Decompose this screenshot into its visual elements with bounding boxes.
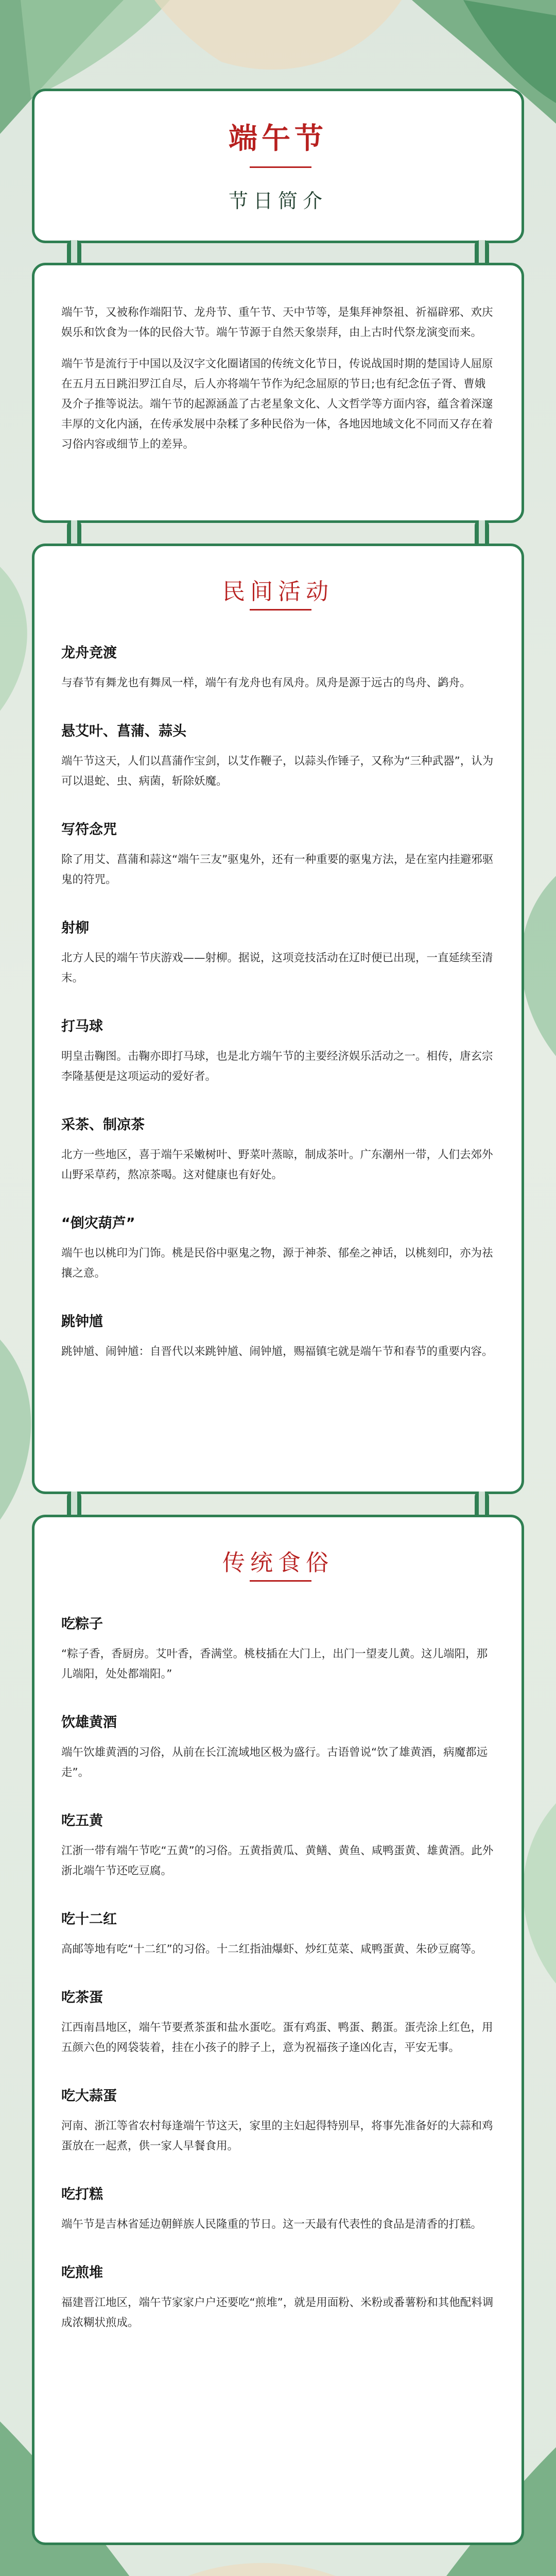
folk-activities-card — [32, 544, 524, 1494]
food-custom-item — [61, 1809, 495, 1881]
item-text: 河南、浙江等省农村每逢端午节这天，家里的主妇起得特别早，将事先准备好的大蒜和鸡蛋放在一起煮，供一家人早餐食用。 — [61, 2120, 493, 2153]
item-heading: 吃大蒜蛋 — [61, 2088, 117, 2104]
folk-activity-item — [61, 1212, 495, 1283]
folk-activity-item — [61, 1015, 495, 1087]
food-custom-item — [61, 1711, 495, 1783]
leaf-decoration — [463, 0, 556, 103]
item-text: 高邮等地有吃“十二红”的习俗。十二红指油爆虾、炒红苋菜、咸鸭蛋黄、朱砂豆腐等。 — [61, 1943, 482, 1956]
item-text: “粽子香，香厨房。艾叶香，香满堂。桃枝插在大门上，出门一望麦儿黄。这儿端阳，那儿端阳，处处都端阳。” — [61, 1648, 488, 1681]
food-custom-item — [61, 2183, 495, 2234]
item-text: 端午饮雄黄酒的习俗，从前在长江流域地区极为盛行。古语曾说“饮了雄黄酒，病魔都远走”。 — [61, 1746, 488, 1779]
item-heading: 吃十二红 — [61, 1911, 117, 1927]
page-title: 端午节 — [229, 122, 327, 156]
section-divider — [250, 609, 311, 611]
folk-activity-item — [61, 1310, 495, 1362]
item-heading: 射柳 — [61, 920, 89, 936]
food-custom-item — [61, 1613, 495, 1684]
section-title-folk: 民间活动 — [222, 579, 334, 605]
item-text: 除了用艾、菖蒲和蒜这“端午三友”驱鬼外，还有一种重要的驱鬼方法，是在室内挂避邪驱鬼的符咒。 — [61, 853, 494, 886]
item-text: 端午节是吉林省延边朝鲜族人民隆重的节日。这一天最有代表性的食品是清香的打糕。 — [61, 2218, 482, 2231]
section-divider — [250, 1580, 311, 1582]
food-custom-item — [61, 2261, 495, 2333]
item-text: 江西南昌地区，端午节要煮茶蛋和盐水蛋吃。蛋有鸡蛋、鸭蛋、鹅蛋。蛋壳涂上红色，用五颜六色的网袋装着，挂在小孩子的脖子上，意为祝福孩子逢凶化吉，平安无事。 — [61, 2021, 493, 2054]
item-heading: 饮雄黄酒 — [61, 1715, 117, 1731]
folk-activity-item — [61, 917, 495, 988]
item-heading: 跳钟馗 — [61, 1314, 103, 1330]
item-heading: 龙舟竞渡 — [61, 645, 117, 661]
item-text: 江浙一带有端午节吃“五黄”的习俗。五黄指黄瓜、黄鳝、黄鱼、咸鸭蛋黄、雄黄酒。此外浙北端午节还吃豆腐。 — [61, 1844, 494, 1877]
folk-activity-item — [61, 818, 495, 890]
folk-activity-item — [61, 641, 495, 693]
folk-activity-list — [61, 641, 495, 1388]
item-text: 明皇击鞠图。击鞠亦即打马球，也是北方端午节的主要经济娱乐活动之一。相传，唐玄宗李隆基便是这项运动的爱好者。 — [61, 1050, 493, 1083]
leaf-decoration — [134, 2563, 391, 2576]
item-heading: 吃煎堆 — [61, 2265, 103, 2281]
page-subtitle: 节日简介 — [228, 190, 327, 212]
food-custom-list — [61, 1613, 495, 2360]
leaf-decoration — [0, 1340, 31, 1520]
title-card — [32, 89, 524, 243]
item-text: 北方人民的端午节庆游戏——射柳。据说，这项竞技活动在辽时便已出现，一直延续至清末。 — [61, 952, 493, 985]
food-custom-item — [61, 1908, 495, 1959]
item-heading: 吃打糕 — [61, 2187, 103, 2202]
folk-activity-item — [61, 720, 495, 791]
intro-paragraph: 端午节，又被称作端阳节、龙舟节、重午节、天中节等，是集拜神祭祖、祈福辟邪、欢庆娱乐和饮食为一体的民俗大节。端午节源于自然天象崇拜，由上古时代祭龙演变而来。 — [61, 306, 493, 339]
item-heading: 吃粽子 — [61, 1616, 103, 1632]
intro-text — [61, 302, 495, 466]
item-heading: 采茶、制凉茶 — [61, 1117, 145, 1133]
item-text: 与春节有舞龙也有舞凤一样，端午有龙舟也有凤舟。凤舟是源于远古的鸟舟、鹢舟。 — [61, 676, 471, 689]
food-custom-item — [61, 2084, 495, 2156]
item-heading: 打马球 — [61, 1019, 103, 1035]
intro-paragraph: 端午节是流行于中国以及汉字文化圈诸国的传统文化节日，传说战国时期的楚国诗人屈原在五月五日跳汨罗江自尽，后人亦将端午节作为纪念屈原的节日;也有纪念伍子胥、曹娥及介子推等说法。端午节的起源涵盖了古老星象文化、人文哲学等方面内容，蕴含着深邃丰厚的文化内涵，在传承发展中杂糅了多种民俗为一体，各地因地域文化不同而又存在着习俗内容或细节上的差异。 — [61, 358, 493, 451]
leaf-decoration — [0, 567, 27, 711]
item-heading: 吃五黄 — [61, 1813, 103, 1829]
item-text: 端午节这天，人们以菖蒲作宝剑，以艾作鞭子，以蒜头作锤子，又称为“三种武器”，认为可以退蛇、虫、病菌，斩除妖魔。 — [61, 755, 494, 788]
leaf-decoration — [154, 0, 402, 70]
title-divider — [250, 166, 311, 168]
item-text: 跳钟馗、闹钟馗：自晋代以来跳钟馗、闹钟馗，赐福镇宅就是端午节和春节的重要内容。 — [61, 1345, 493, 1358]
folk-activity-item — [61, 1113, 495, 1185]
leaf-decoration — [521, 876, 556, 1056]
food-custom-item — [61, 1986, 495, 2058]
intro-card — [32, 263, 524, 523]
item-heading: 吃茶蛋 — [61, 1990, 103, 2006]
item-text: 北方一些地区，喜于端午采嫩树叶、野菜叶蒸晾，制成茶叶。广东潮州一带，人们去郊外山野采草药，熬凉茶喝。这对健康也有好处。 — [61, 1148, 493, 1181]
traditional-food-card — [32, 1515, 524, 2545]
item-heading: “倒灾葫芦” — [61, 1215, 135, 1231]
section-title-food: 传统食俗 — [222, 1550, 334, 1576]
item-text: 端午也以桃印为门饰。桃是民俗中驱鬼之物，源于神荼、郁垒之神话，以桃刻印，亦为祛攘之意。 — [61, 1247, 493, 1280]
leaf-decoration — [523, 1803, 556, 1984]
item-heading: 写符念咒 — [61, 822, 117, 838]
item-heading: 悬艾叶、菖蒲、蒜头 — [61, 723, 186, 739]
leaf-decoration — [21, 0, 170, 98]
item-text: 福建晋江地区，端午节家家户户还要吃“煎堆”，就是用面粉、米粉或番薯粉和其他配料调成浓糊状煎成。 — [61, 2296, 494, 2329]
